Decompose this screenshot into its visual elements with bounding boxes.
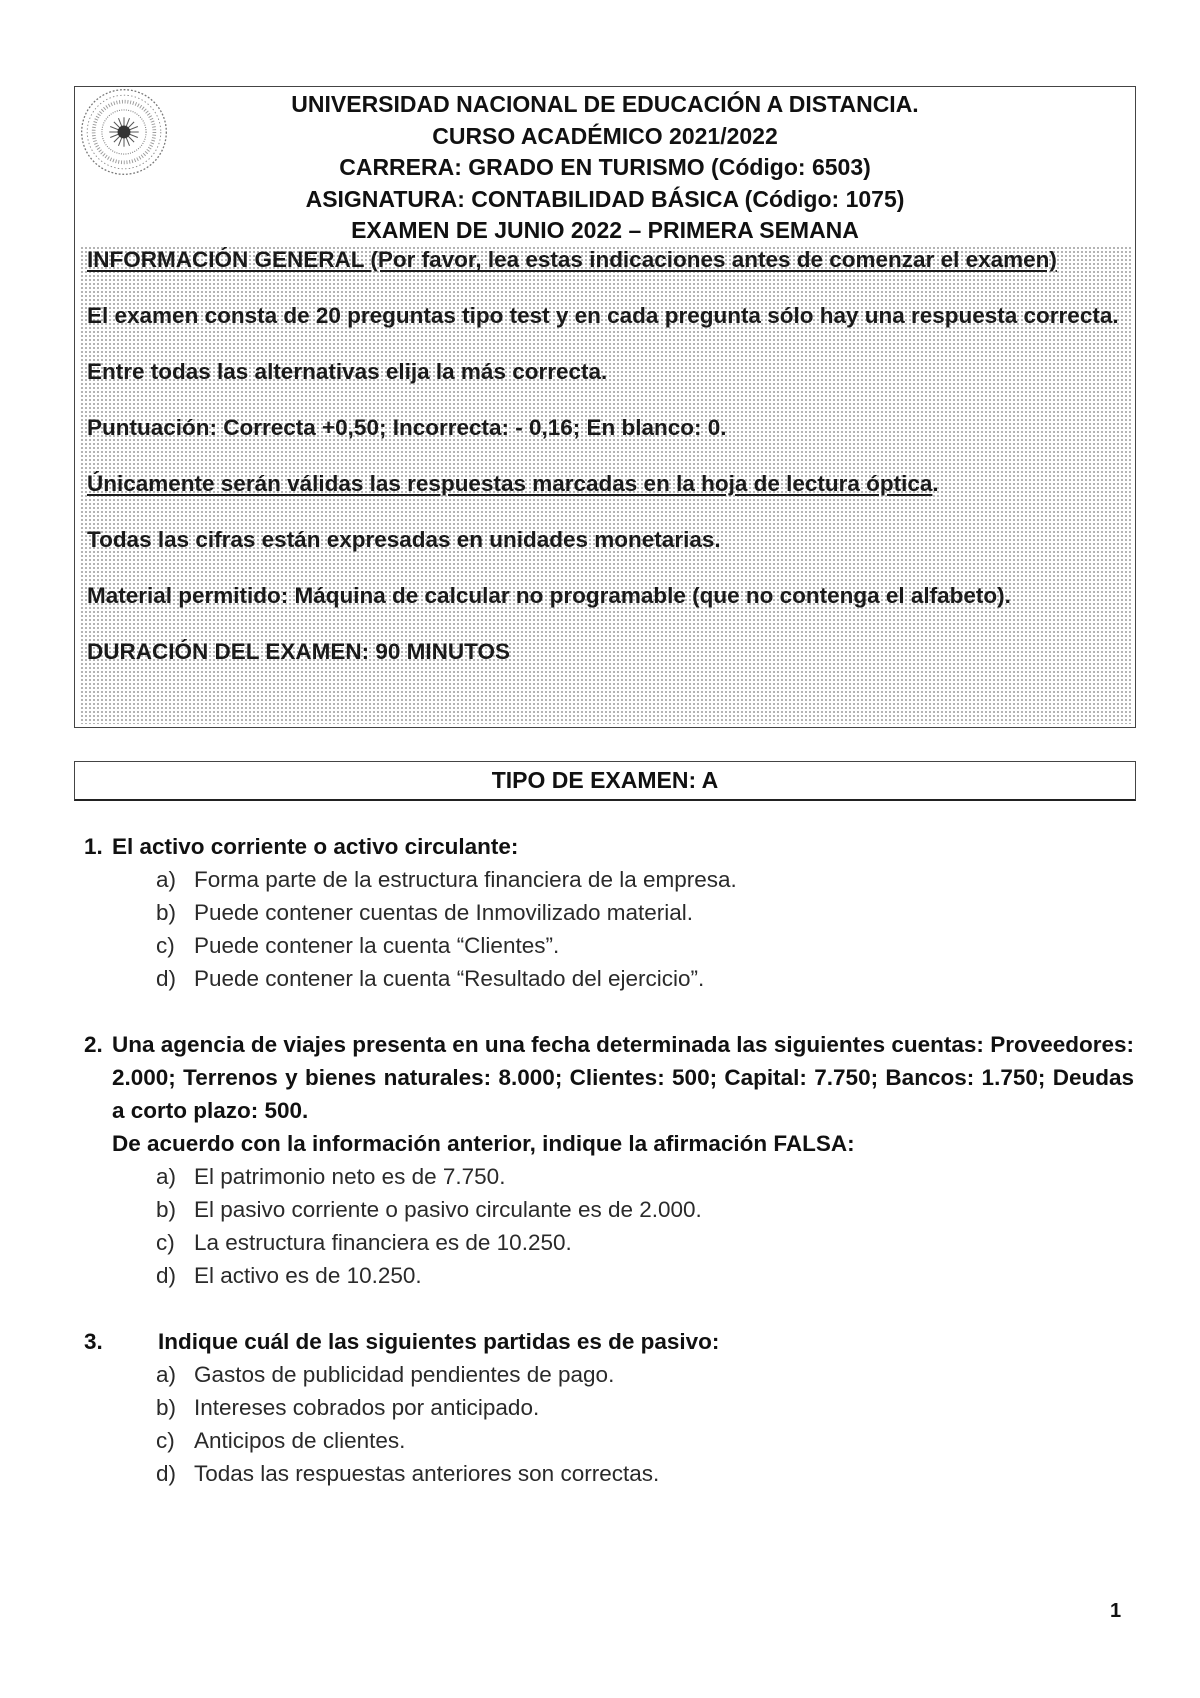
option-text: Anticipos de clientes. — [194, 1428, 406, 1453]
info-answer-sheet-period: . — [932, 471, 939, 496]
answer-option — [156, 1193, 1134, 1226]
option-letter: a) — [156, 867, 177, 892]
option-letter: a) — [156, 1164, 177, 1189]
info-scoring: Puntuación: Correcta +0,50; Incorrecta: - 0,16; En blanco: 0. — [87, 415, 727, 440]
info-answer-sheet-text: Únicamente serán válidas las respuestas marcadas en la hoja de lectura óptica — [87, 471, 933, 496]
answer-option — [156, 1391, 1134, 1424]
exam-type-banner: TIPO DE EXAMEN: A — [74, 761, 1136, 801]
academic-year: CURSO ACADÉMICO 2021/2022 — [432, 122, 778, 149]
answer-option — [156, 1358, 1134, 1391]
info-duration: DURACIÓN DEL EXAMEN: 90 MINUTOS — [87, 639, 510, 664]
answer-option — [156, 929, 1134, 962]
option-letter: d) — [156, 1263, 177, 1288]
info-answer-sheet — [87, 470, 1126, 498]
answer-options — [84, 1358, 1134, 1490]
info-question-count: El examen consta de 20 preguntas tipo test y en cada pregunta sólo hay una respuesta correcta. — [87, 303, 1119, 328]
subject-name: ASIGNATURA: CONTABILIDAD BÁSICA (Código: 1075) — [305, 185, 905, 212]
question-text: Indique cuál de las siguientes partidas es de pasivo: — [158, 1329, 720, 1354]
info-heading: INFORMACIÓN GENERAL (Por favor, lea estas indicaciones antes de comenzar el examen) — [87, 247, 1057, 272]
option-text: El activo es de 10.250. — [194, 1263, 422, 1288]
answer-option — [156, 1160, 1134, 1193]
question-instruction: De acuerdo con la información anterior, indique la afirmación FALSA: — [112, 1131, 855, 1156]
answer-options — [84, 863, 1134, 995]
option-letter: a) — [156, 1362, 177, 1387]
option-letter: c) — [156, 1428, 175, 1453]
degree-program: CARRERA: GRADO EN TURISMO (Código: 6503) — [339, 154, 871, 180]
option-text: Puede contener cuentas de Inmovilizado material. — [194, 900, 694, 925]
option-text: Gastos de publicidad pendientes de pago. — [194, 1362, 615, 1387]
question-stem — [84, 830, 1134, 863]
option-text: Puede contener la cuenta “Clientes”. — [194, 933, 560, 958]
answer-option — [156, 863, 1134, 896]
exam-title-block — [74, 89, 1136, 247]
option-letter: b) — [156, 1395, 177, 1420]
option-letter: c) — [156, 1230, 175, 1255]
question-number: 3. — [84, 1329, 103, 1354]
question-list — [84, 830, 1134, 1523]
university-name: UNIVERSIDAD NACIONAL DE EDUCACIÓN A DISTANCIA. — [291, 91, 919, 117]
option-letter: c) — [156, 933, 175, 958]
option-text: Todas las respuestas anteriores son correctas. — [194, 1461, 660, 1486]
answer-option — [156, 896, 1134, 929]
answer-options — [84, 1160, 1134, 1292]
option-text: Puede contener la cuenta “Resultado del ejercicio”. — [194, 966, 705, 991]
option-letter: d) — [156, 966, 177, 991]
info-units: Todas las cifras están expresadas en unidades monetarias. — [87, 527, 721, 552]
question-text: El activo corriente o activo circulante: — [112, 834, 519, 859]
question-number: 2. — [84, 1032, 103, 1057]
question-number: 1. — [84, 834, 103, 859]
answer-option — [156, 1457, 1134, 1490]
general-information-panel — [80, 246, 1132, 724]
answer-option — [156, 962, 1134, 995]
answer-option — [156, 1226, 1134, 1259]
question-text: Una agencia de viajes presenta en una fecha determinada las siguientes cuentas: Proveedores: 2.000; Terrenos y bienes naturales: 8.000; Clientes: 500; Capital: 7.750; Bancos: 1.750; Deudas a corto plazo: 500. — [112, 1032, 1134, 1123]
option-letter: d) — [156, 1461, 177, 1486]
info-allowed-material: Material permitido: Máquina de calcular no programable (que no contenga el alfabeto). — [87, 583, 1011, 608]
option-text: El pasivo corriente o pasivo circulante es de 2.000. — [194, 1197, 702, 1222]
answer-option — [156, 1424, 1134, 1457]
question-1 — [84, 830, 1134, 995]
option-text: La estructura financiera es de 10.250. — [194, 1230, 572, 1255]
answer-option — [156, 1259, 1134, 1292]
info-choose-best: Entre todas las alternativas elija la más correcta. — [87, 359, 608, 384]
option-text: El patrimonio neto es de 7.750. — [194, 1164, 506, 1189]
option-text: Intereses cobrados por anticipado. — [194, 1395, 540, 1420]
question-stem — [84, 1028, 1134, 1160]
question-stem — [84, 1325, 1134, 1358]
exam-session: EXAMEN DE JUNIO 2022 – PRIMERA SEMANA — [351, 217, 859, 243]
question-2 — [84, 1028, 1134, 1292]
option-letter: b) — [156, 1197, 177, 1222]
question-3 — [84, 1325, 1134, 1490]
option-text: Forma parte de la estructura financiera de la empresa. — [194, 867, 737, 892]
page-number: 1 — [1110, 1600, 1122, 1622]
option-letter: b) — [156, 900, 177, 925]
